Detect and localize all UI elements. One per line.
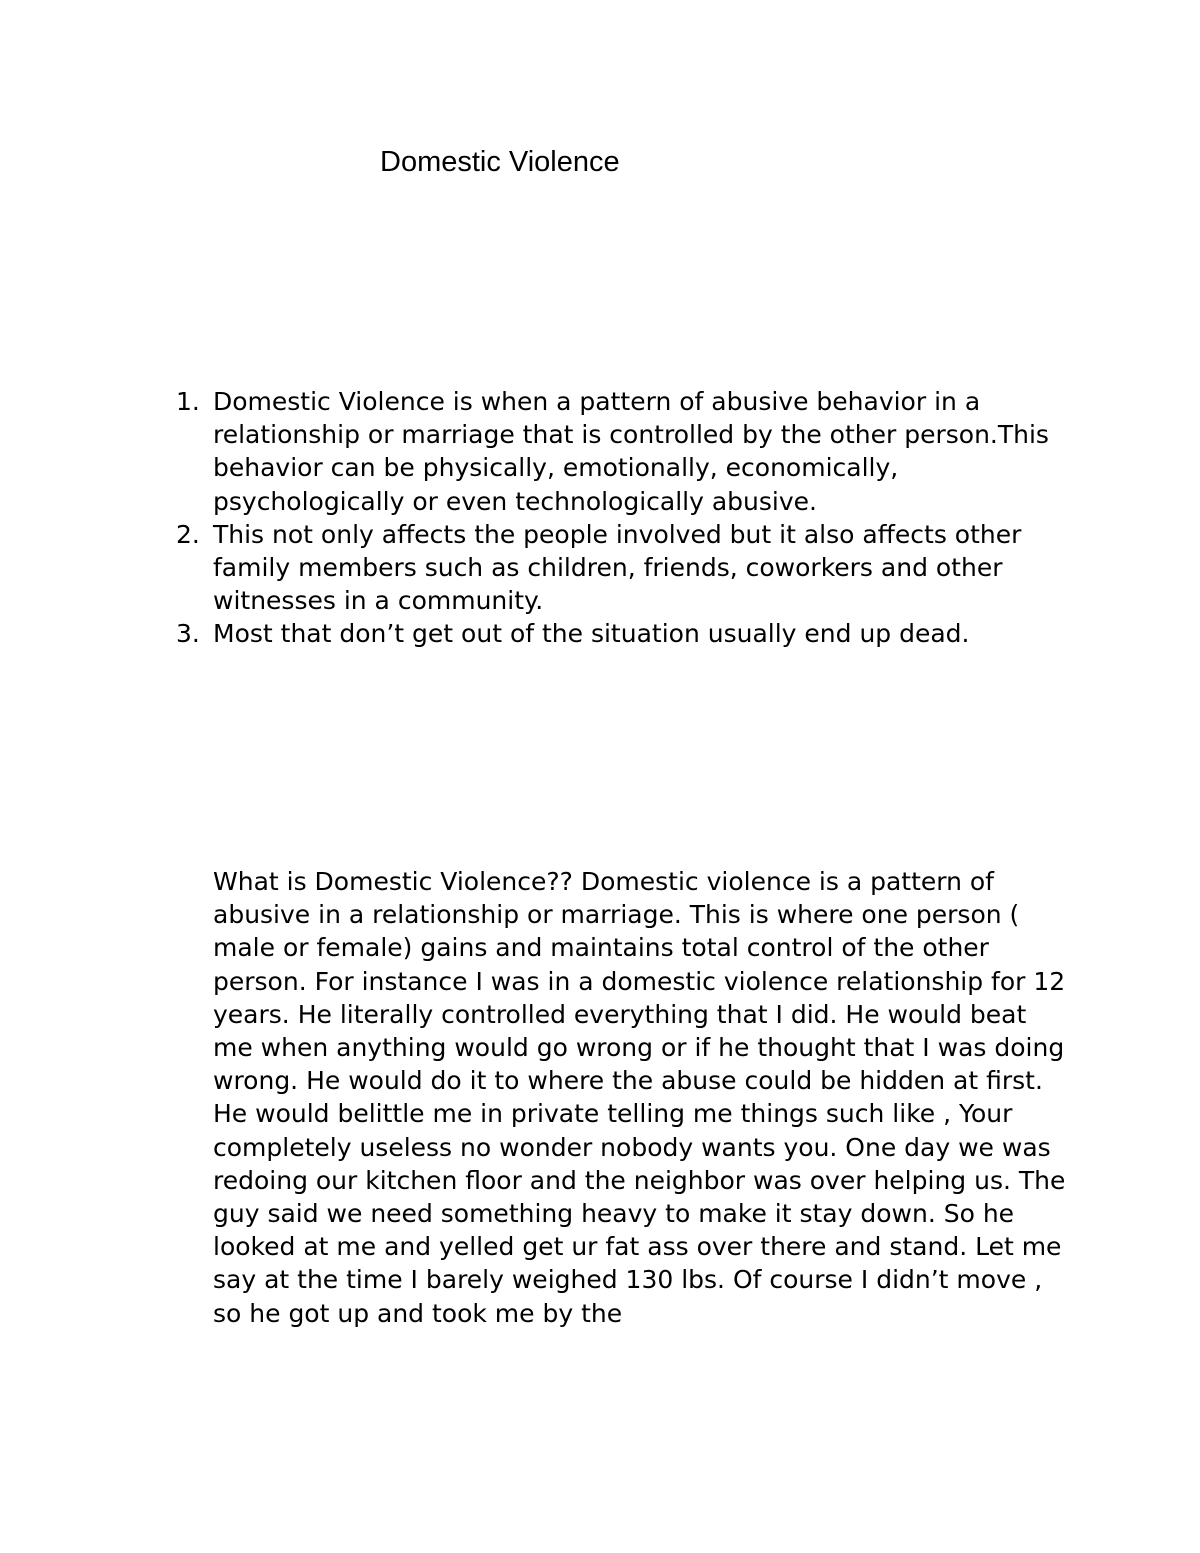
body-paragraph: What is Domestic Violence?? Domestic violence is a pattern of abusive in a relationship or marriage. This is where one person ( male or female) gains and maintains total control of the other person. For instance I was in a domestic violence relationship for 12 years. He literally controlled everything that I did. He would beat me when anything would go wrong or if he thought that I was doing wrong. He would do it to where the abuse could be hidden at first. He would belittle me in private telling me things such like , Your completely useless no wonder nobody wants you. One day we was redoing our kitchen floor and the neighbor was over helping us. The guy said we need something heavy to make it stay down. So he looked at me and yelled get ur fat ass over there and stand. Let me say at the time I barely weighed 130 lbs. Of course I didn’t move , so he got up and took me by the [213,867,1066,1328]
list-item-text: Domestic Violence is when a pattern of abusive behavior in a relationship or marriage that is controlled by the other person.This behavior can be physically, emotionally, economically, psychologically or even technologically abusive. [213,387,1049,516]
list-item [176,518,1056,618]
list-item-number: 3. [176,619,200,649]
list-item [176,617,1056,650]
numbered-list [176,385,1056,651]
list-item-number: 2. [176,519,200,549]
list-item [176,385,1056,518]
list-item-text: Most that don’t get out of the situation usually end up dead. [213,619,970,649]
document-title: Domestic Violence [380,146,620,178]
list-item-number: 1. [176,387,200,416]
list-item-text: This not only affects the people involved but it also affects other family members such as children, friends, coworkers and other witnesses in a community. [213,519,1022,616]
